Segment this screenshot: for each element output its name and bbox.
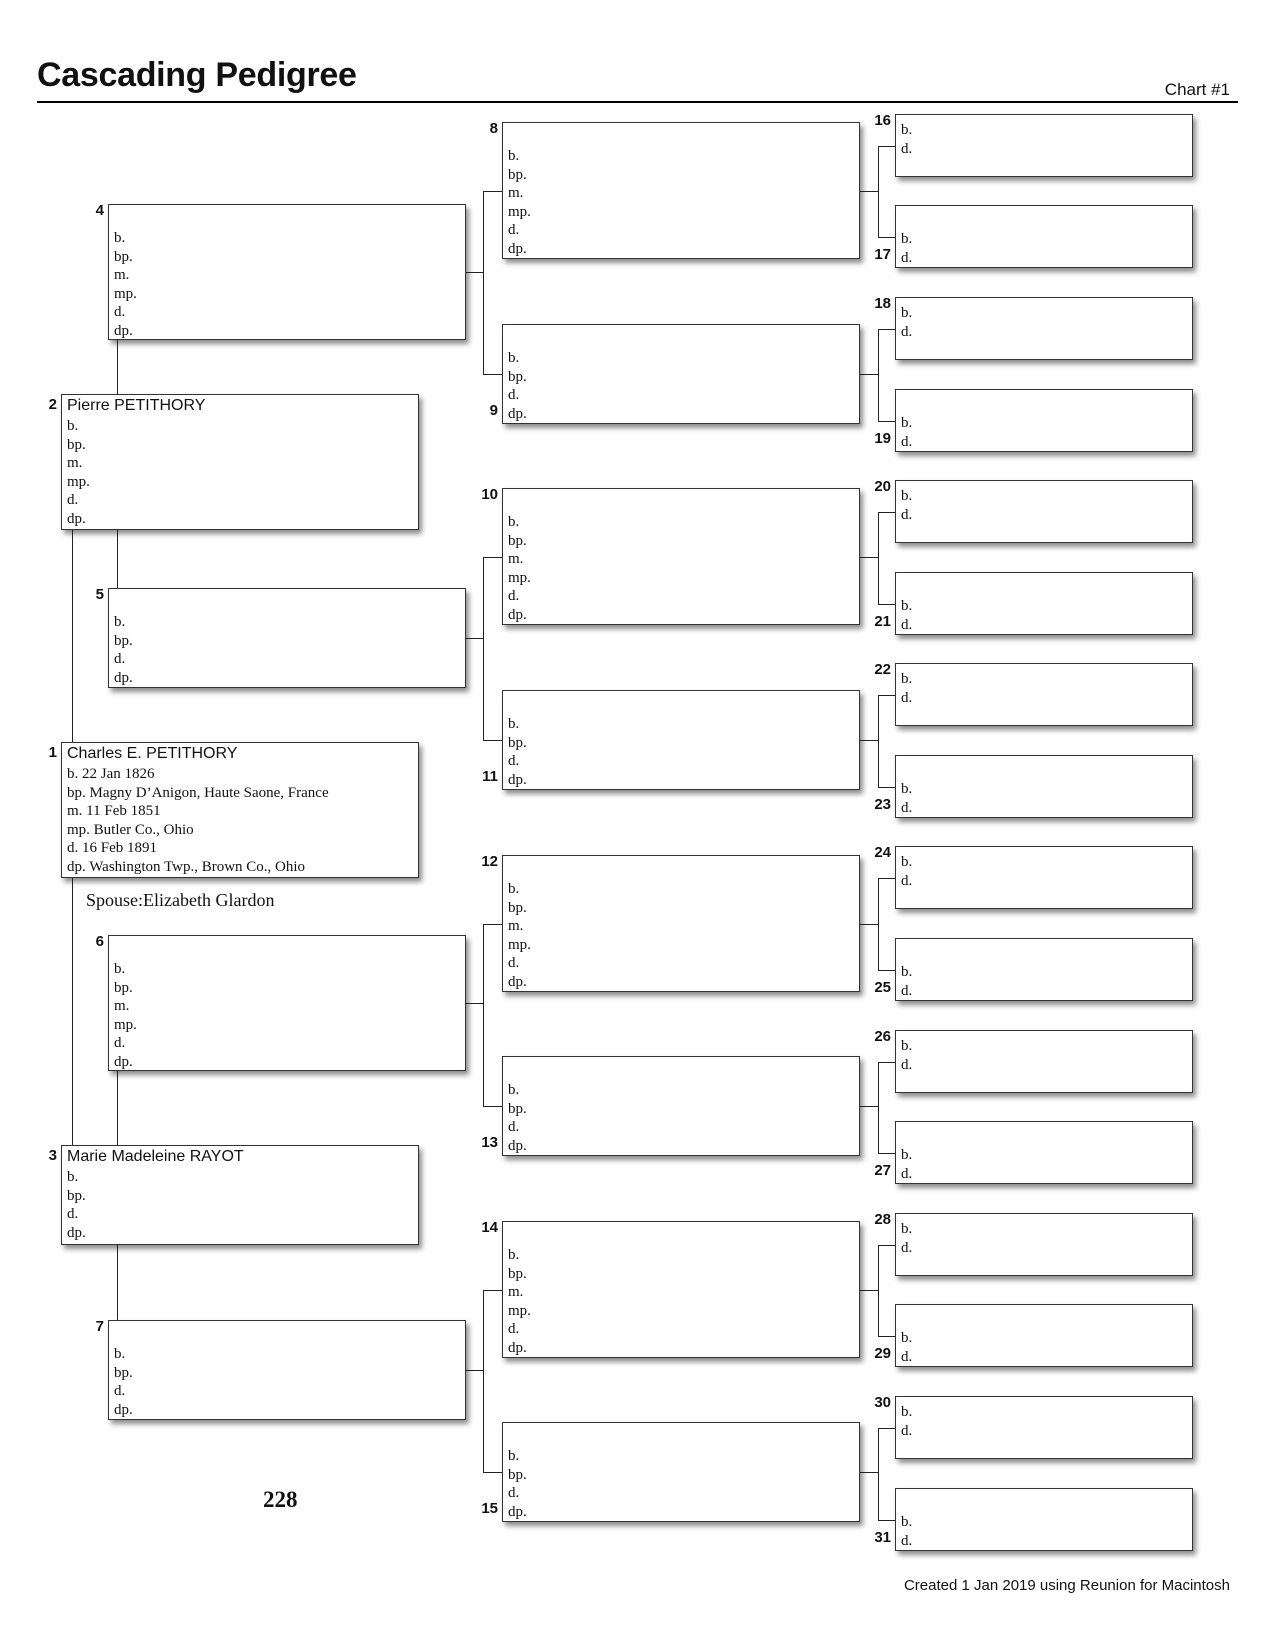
detail-line: d. [901,1532,913,1549]
person-box-12 [502,855,860,992]
detail-line: dp. [508,240,527,257]
person-details [62,765,418,877]
bracket-vertical [878,512,879,604]
person-details [896,1397,1192,1440]
detail-line: b. [508,148,520,164]
person-number: 31 [874,1529,891,1546]
detail-line: d. [67,492,79,509]
person-name [109,205,465,229]
detail-line: bp. [114,1364,133,1381]
person-box-13 [502,1056,860,1156]
person-box-25 [895,938,1193,1001]
person-details [896,298,1192,341]
bracket-stub [860,924,878,925]
detail-line: d. [508,588,520,605]
detail-line: dp. Washington Twp., Brown Co., Ohio [67,858,306,875]
person-box-15 [502,1422,860,1522]
detail-line: d. [901,433,913,450]
bracket-vertical [483,924,484,1106]
bracket-stub [860,374,878,375]
person-details [503,147,859,259]
detail-line: d. [114,1383,126,1400]
detail-line: b. [508,881,520,897]
detail-line: d. [67,1206,79,1223]
detail-line: b. [901,488,913,504]
detail-line: d. [508,222,520,239]
person-number: 1 [48,744,57,761]
person-number: 8 [489,120,498,137]
person-number: 23 [874,796,891,813]
person-box-14 [502,1221,860,1358]
detail-line: d. 16 Feb 1891 [67,840,157,857]
person-box-26 [895,1030,1193,1093]
person-details [896,1214,1192,1257]
person-name [503,123,859,147]
person-number: 2 [48,396,57,413]
bracket-to-mother [878,1153,895,1154]
person-name: Marie Madeleine RAYOT [67,1148,244,1165]
bracket-to-father [878,329,895,330]
detail-line: b. [508,1082,520,1098]
bracket-to-father [878,878,895,879]
detail-line: mp. [114,285,137,302]
person-number: 7 [95,1318,104,1335]
person-name [503,856,859,880]
detail-line: d. [508,955,520,972]
bracket-vertical [878,329,879,421]
person-name [503,1423,859,1447]
bracket-vertical [878,878,879,970]
person-number: 5 [95,586,104,603]
bracket-stub [466,638,483,639]
detail-line: b. [901,854,913,870]
detail-line: mp. [508,936,531,953]
person-number: 15 [481,1500,498,1517]
person-number: 17 [874,246,891,263]
bracket-to-father [878,146,895,147]
person-number: 19 [874,430,891,447]
bracket-stub [860,740,878,741]
person-details [896,847,1192,890]
bracket-stub [860,1472,878,1473]
person-box-5 [108,588,466,688]
person-box-21 [895,572,1193,635]
detail-line: d. [901,689,913,706]
detail-line: d. [901,872,913,889]
detail-line: mp. [508,203,531,220]
person-details [503,1081,859,1155]
detail-line: bp. [114,979,133,996]
bracket-vertical [483,1290,484,1472]
person-details [896,1031,1192,1074]
detail-line: m. [508,1284,524,1301]
detail-line: d. [114,304,126,321]
person-details [503,513,859,625]
detail-line: d. [901,1165,913,1182]
person-details [896,1305,1192,1366]
detail-line: bp. [67,1187,86,1204]
person-details [62,1168,418,1242]
person-box-27 [895,1121,1193,1184]
person-number: 10 [481,486,498,503]
person-name: Charles E. PETITHORY [67,745,238,762]
bracket-to-mother [483,740,502,741]
person-number: 25 [874,979,891,996]
bracket-to-father [483,924,502,925]
detail-line: dp. [114,669,133,686]
bracket-stub [466,1370,483,1371]
title-rule [37,101,1238,103]
person-details [896,939,1192,1000]
person-details [896,115,1192,158]
detail-line: b. [901,1514,913,1530]
detail-line: mp. Butler Co., Ohio [67,821,194,838]
bracket-to-mother [483,374,502,375]
detail-line: b. [901,122,913,138]
detail-line: b. [508,1247,520,1263]
person-box-16 [895,114,1193,177]
detail-line: bp. [508,532,527,549]
detail-line: b. [901,1221,913,1237]
detail-line: b. [901,231,913,247]
person-number: 30 [874,1394,891,1411]
detail-line: b. 22 Jan 1826 [67,766,155,782]
person-details [896,206,1192,267]
person-number: 18 [874,295,891,312]
bracket-to-father [878,1428,895,1429]
person-details [896,664,1192,707]
detail-line: dp. [508,973,527,990]
detail-line: b. [901,671,913,687]
detail-line: bp. [114,248,133,265]
person-box-31 [895,1488,1193,1551]
detail-line: m. [508,918,524,935]
detail-line: m. [114,998,130,1015]
page-title: Cascading Pedigree [37,56,357,94]
bracket-vertical [483,557,484,740]
bracket-to-father [878,1245,895,1246]
person-details [896,573,1192,634]
person-box-20 [895,480,1193,543]
person-number: 3 [48,1147,57,1164]
detail-line: m. [508,551,524,568]
detail-line: b. [67,1169,79,1185]
bracket-vertical [878,1245,879,1336]
person-box-7 [108,1320,466,1420]
page-number: 228 [263,1487,298,1512]
detail-line: b. [901,964,913,980]
bracket-vertical [878,1062,879,1153]
detail-line: b. [901,1330,913,1346]
person-number: 12 [481,853,498,870]
connector-3-6 [117,1071,118,1145]
bracket-to-father [483,1290,502,1291]
bracket-to-father [483,557,502,558]
person-number: 20 [874,478,891,495]
detail-line: dp. [508,405,527,422]
detail-line: b. [114,1346,126,1362]
person-details [62,417,418,529]
person-details [503,349,859,423]
bracket-vertical [878,146,879,237]
person-number: 9 [489,402,498,419]
bracket-to-mother [483,1106,502,1107]
spouse-note: Spouse:Elizabeth Glardon [86,890,275,910]
detail-line: mp. [67,473,90,490]
detail-line: dp. [114,1053,133,1070]
person-details [503,715,859,789]
detail-line: mp. [508,569,531,586]
person-details [896,1489,1192,1550]
person-name [503,1057,859,1081]
person-number: 4 [95,202,104,219]
bracket-stub [466,1003,483,1004]
detail-line: b. [901,598,913,614]
detail-line: mp. [508,1302,531,1319]
detail-line: d. [901,1239,913,1256]
detail-line: dp. [114,322,133,339]
footer-credit: Created 1 Jan 2019 using Reunion for Macintosh [903,1577,1230,1594]
person-number: 26 [874,1028,891,1045]
detail-line: bp. [508,368,527,385]
bracket-to-father [878,1062,895,1063]
detail-line: d. [901,506,913,523]
detail-line: bp. [508,1100,527,1117]
person-box-29 [895,1304,1193,1367]
person-box-6 [108,935,466,1071]
detail-line: b. [901,1038,913,1054]
detail-line: bp. [114,632,133,649]
detail-line: b. [67,418,79,434]
detail-line: b. [901,781,913,797]
person-box-22 [895,663,1193,726]
person-number: 27 [874,1162,891,1179]
person-name [503,691,859,715]
person-number: 6 [95,933,104,950]
person-number: 16 [874,112,891,129]
detail-line: b. [114,614,126,630]
detail-line: d. [901,616,913,633]
person-details [896,756,1192,817]
bracket-vertical [483,191,484,374]
detail-line: dp. [67,1224,86,1241]
person-number: 28 [874,1211,891,1228]
person-box-3 [61,1145,419,1245]
detail-line: bp. [508,1265,527,1282]
person-box-4 [108,204,466,340]
bracket-to-mother [878,787,895,788]
bracket-stub [860,1290,878,1291]
person-box-28 [895,1213,1193,1276]
bracket-stub [860,191,878,192]
bracket-to-father [483,191,502,192]
detail-line: bp. Magny D’Anigon, Haute Saone, France [67,784,329,801]
detail-line: b. [901,415,913,431]
detail-line: bp. [508,166,527,183]
detail-line: d. [508,1119,520,1136]
person-name [109,1321,465,1345]
detail-line: bp. [508,1466,527,1483]
person-name [503,1222,859,1246]
bracket-to-mother [878,1520,895,1521]
detail-line: b. [508,350,520,366]
person-number: 29 [874,1345,891,1362]
person-name [109,589,465,613]
detail-line: b. [508,716,520,732]
detail-line: dp. [67,510,86,527]
detail-line: d. [508,1321,520,1338]
person-box-17 [895,205,1193,268]
bracket-to-mother [878,970,895,971]
detail-line: dp. [508,1503,527,1520]
connector-2-5 [117,530,118,588]
bracket-to-father [878,695,895,696]
detail-line: dp. [508,1339,527,1356]
person-details [109,960,465,1072]
bracket-to-father [878,512,895,513]
person-box-24 [895,846,1193,909]
bracket-to-mother [878,1336,895,1337]
person-details [896,1122,1192,1183]
person-box-9 [502,324,860,424]
bracket-to-mother [878,421,895,422]
bracket-stub [466,272,483,273]
detail-line: m. [114,267,130,284]
person-number: 14 [481,1219,498,1236]
detail-line: d. [508,753,520,770]
chart-number: Chart #1 [1164,80,1230,99]
detail-line: b. [114,961,126,977]
detail-line: bp. [508,899,527,916]
detail-line: b. [901,1147,913,1163]
person-box-19 [895,389,1193,452]
person-details [109,613,465,687]
person-details [503,1447,859,1521]
detail-line: d. [901,1348,913,1365]
person-box-30 [895,1396,1193,1459]
person-details [109,229,465,341]
person-box-11 [502,690,860,790]
person-number: 24 [874,844,891,861]
bracket-vertical [878,695,879,787]
detail-line: d. [508,1485,520,1502]
person-box-10 [502,488,860,625]
person-box-2 [61,394,419,530]
person-box-18 [895,297,1193,360]
detail-line: d. [114,651,126,668]
detail-line: dp. [508,606,527,623]
person-number: 11 [482,768,498,785]
person-name [109,936,465,960]
person-box-23 [895,755,1193,818]
person-details [503,1246,859,1358]
detail-line: d. [901,1056,913,1073]
detail-line: b. [508,1448,520,1464]
detail-line: d. [901,323,913,340]
detail-line: m. [67,455,83,472]
detail-line: b. [901,305,913,321]
person-number: 13 [481,1134,498,1151]
detail-line: bp. [67,436,86,453]
person-details [109,1345,465,1419]
detail-line: m. [508,185,524,202]
detail-line: d. [901,982,913,999]
person-box-8 [502,122,860,259]
person-name [503,325,859,349]
detail-line: dp. [508,771,527,788]
detail-line: b. [114,230,126,246]
person-number: 22 [874,661,891,678]
detail-line: d. [508,387,520,404]
person-details [896,481,1192,524]
connector-1-3 [72,878,73,1145]
detail-line: b. [901,1404,913,1420]
detail-line: d. [901,1422,913,1439]
detail-line: dp. [508,1137,527,1154]
detail-line: m. 11 Feb 1851 [67,803,161,820]
connector-2-4 [117,340,118,394]
connector-1-2 [72,530,73,742]
detail-line: bp. [508,734,527,751]
bracket-stub [860,557,878,558]
person-details [896,390,1192,451]
connector-3-7 [117,1245,118,1320]
bracket-stub [860,1106,878,1107]
person-name: Pierre PETITHORY [67,397,206,414]
bracket-vertical [878,1428,879,1520]
detail-line: d. [901,140,913,157]
detail-line: b. [508,514,520,530]
person-details [503,880,859,992]
bracket-to-mother [878,237,895,238]
detail-line: d. [114,1035,126,1052]
detail-line: dp. [114,1401,133,1418]
detail-line: d. [901,249,913,266]
person-number: 21 [874,613,891,630]
bracket-to-mother [483,1472,502,1473]
person-name [503,489,859,513]
detail-line: mp. [114,1016,137,1033]
bracket-to-mother [878,604,895,605]
detail-line: d. [901,799,913,816]
person-box-1 [61,742,419,878]
